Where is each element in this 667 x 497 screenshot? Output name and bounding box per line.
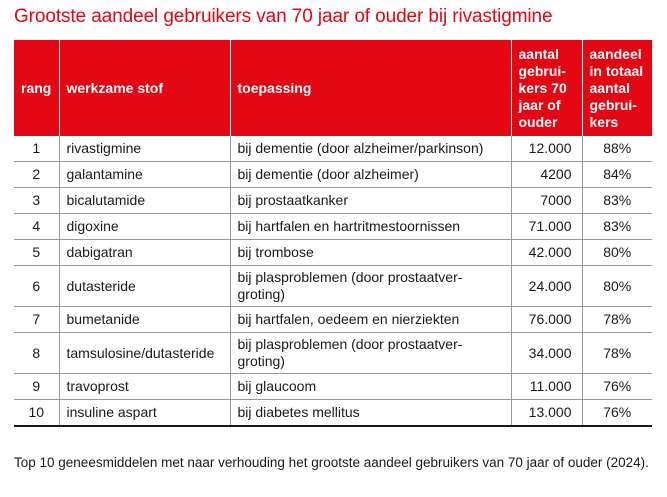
cell-aantal: 71.000 (511, 214, 582, 240)
cell-werkzame-stof: dutasteride (59, 266, 230, 307)
cell-aantal: 11.000 (511, 374, 582, 400)
cell-aantal: 34.000 (511, 333, 582, 374)
cell-aandeel: 78% (582, 333, 652, 374)
table-row (14, 188, 652, 214)
data-table (14, 40, 652, 427)
cell-aantal: 4200 (511, 162, 582, 188)
table-row (14, 240, 652, 266)
cell-werkzame-stof: dabigatran (59, 240, 230, 266)
cell-toepassing: bij dementie (door alzheimer) (230, 162, 511, 188)
cell-aantal: 76.000 (511, 307, 582, 333)
col-header-werkzame-stof: werkzame stof (59, 40, 230, 136)
cell-werkzame-stof: digoxine (59, 214, 230, 240)
cell-toepassing: bij trombose (230, 240, 511, 266)
table-row (14, 374, 652, 400)
cell-toepassing: bij dementie (door alzheimer/parkinson) (230, 136, 511, 162)
cell-aantal: 12.000 (511, 136, 582, 162)
table-row (14, 136, 652, 162)
cell-toepassing: bij hartfalen en hartritmestoornissen (230, 214, 511, 240)
cell-rang: 8 (14, 333, 59, 374)
cell-aandeel: 83% (582, 214, 652, 240)
cell-werkzame-stof: tamsulosine/dutasteride (59, 333, 230, 374)
table-row (14, 307, 652, 333)
cell-aandeel: 88% (582, 136, 652, 162)
cell-toepassing: bij prostaatkanker (230, 188, 511, 214)
cell-aandeel: 80% (582, 240, 652, 266)
cell-werkzame-stof: galantamine (59, 162, 230, 188)
table-row (14, 333, 652, 374)
col-header-aantal (511, 40, 582, 136)
cell-werkzame-stof: insuline aspart (59, 400, 230, 427)
cell-aandeel: 80% (582, 266, 652, 307)
cell-toepassing: bij plasproblemen (door prostaatver-groting) (230, 266, 511, 307)
cell-aandeel: 84% (582, 162, 652, 188)
cell-rang: 9 (14, 374, 59, 400)
cell-werkzame-stof: bicalutamide (59, 188, 230, 214)
cell-werkzame-stof: travoprost (59, 374, 230, 400)
cell-aantal: 42.000 (511, 240, 582, 266)
cell-aandeel: 76% (582, 374, 652, 400)
table-row (14, 214, 652, 240)
col-header-toepassing: toepassing (230, 40, 511, 136)
cell-rang: 5 (14, 240, 59, 266)
cell-aantal: 24.000 (511, 266, 582, 307)
col-header-aantal-text: aantal gebrui-kers 70 jaar of ouder (518, 45, 567, 130)
cell-rang: 7 (14, 307, 59, 333)
col-header-aandeel (582, 40, 652, 136)
cell-rang: 6 (14, 266, 59, 307)
col-header-rang: rang (14, 40, 59, 136)
cell-werkzame-stof: bumetanide (59, 307, 230, 333)
table-row (14, 266, 652, 307)
cell-toepassing: bij glaucoom (230, 374, 511, 400)
table-header-row (14, 40, 652, 136)
cell-toepassing: bij diabetes mellitus (230, 400, 511, 427)
col-header-aandeel-text: aandeel in totaal aantal gebrui-kers (589, 45, 644, 130)
cell-rang: 1 (14, 136, 59, 162)
cell-aantal: 7000 (511, 188, 582, 214)
cell-rang: 2 (14, 162, 59, 188)
cell-aantal: 13.000 (511, 400, 582, 427)
cell-toepassing: bij hartfalen, oedeem en nierziekten (230, 307, 511, 333)
table-row (14, 162, 652, 188)
table-row (14, 400, 652, 427)
cell-aandeel: 78% (582, 307, 652, 333)
cell-werkzame-stof: rivastigmine (59, 136, 230, 162)
cell-rang: 10 (14, 400, 59, 427)
cell-rang: 3 (14, 188, 59, 214)
page-title: Grootste aandeel gebruikers van 70 jaar of ouder bij rivastigmine (14, 6, 553, 27)
cell-aandeel: 83% (582, 188, 652, 214)
cell-toepassing: bij plasproblemen (door prostaatver-groting) (230, 333, 511, 374)
cell-rang: 4 (14, 214, 59, 240)
table-caption: Top 10 geneesmiddelen met naar verhouding het grootste aandeel gebruikers van 70 jaar of ouder (2024). (14, 455, 649, 470)
cell-aandeel: 76% (582, 400, 652, 427)
